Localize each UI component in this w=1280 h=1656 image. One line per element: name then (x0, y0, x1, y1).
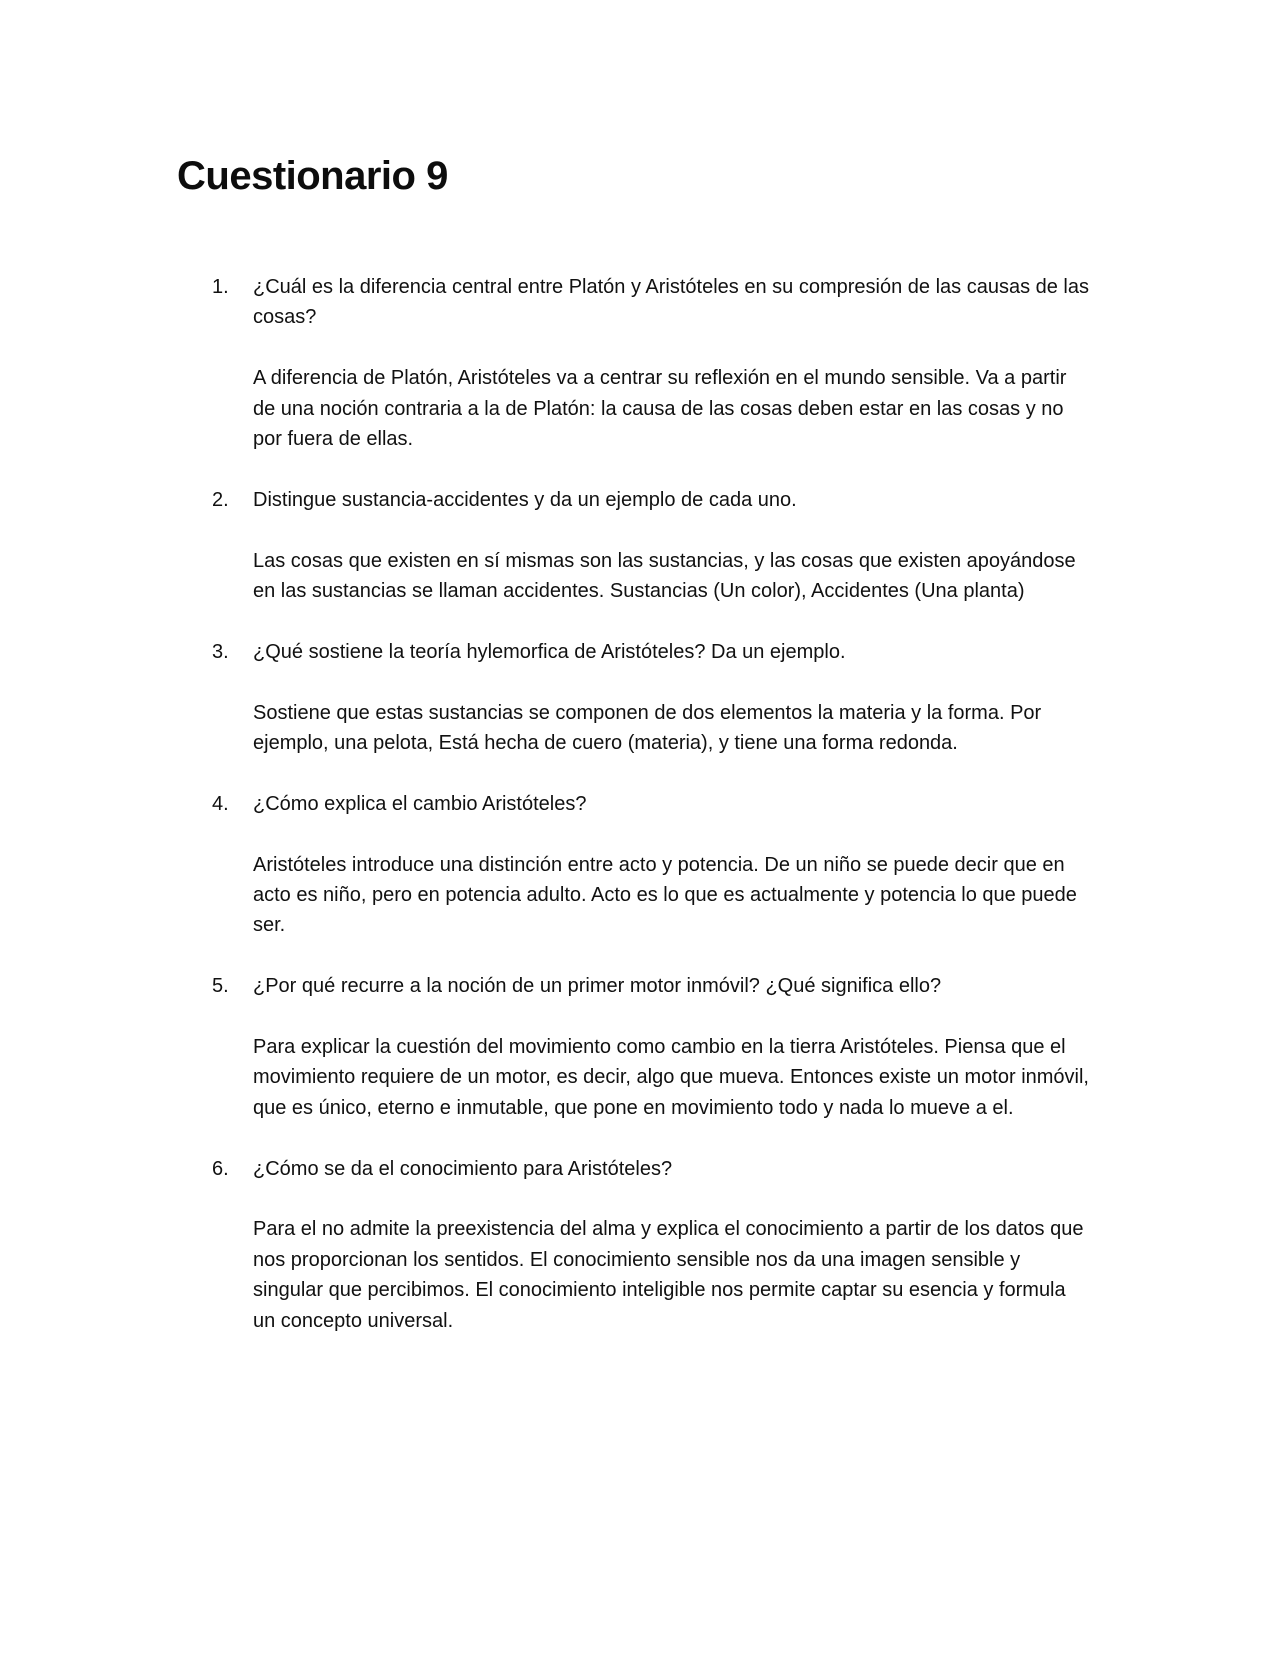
item-number: 2. (212, 488, 229, 511)
list-item (212, 971, 1092, 1123)
item-number: 3. (212, 640, 229, 663)
list-item (212, 272, 1092, 454)
question-text: ¿Cuál es la diferencia central entre Platón y Aristóteles en su compresión de las causas de las cosas? (253, 276, 1089, 329)
item-number: 6. (212, 1157, 229, 1180)
answer-text: Para el no admite la preexistencia del alma y explica el conocimiento a partir de los datos que nos proporcionan los sentidos. El conocimiento sensible nos da una imagen sensible y singular que percibimos. El conocimiento inteligible nos permite captar su esencia y formula un concepto universal. (253, 1218, 1084, 1332)
list-item (212, 637, 1092, 759)
question-text: ¿Cómo se da el conocimiento para Aristóteles? (253, 1157, 673, 1180)
item-number: 4. (212, 792, 229, 815)
question-text: Distingue sustancia-accidentes y da un ejemplo de cada uno. (253, 488, 797, 511)
question-list (212, 272, 1092, 1366)
question-text: ¿Por qué recurre a la noción de un primer motor inmóvil? ¿Qué significa ello? (253, 975, 942, 998)
question-text: ¿Cómo explica el cambio Aristóteles? (253, 792, 587, 815)
list-item (212, 1154, 1092, 1336)
answer-text: Las cosas que existen en sí mismas son las sustancias, y las cosas que existen apoyándose en las sustancias se llaman accidentes. Sustancias (Un color), Accidentes (Una planta) (253, 549, 1076, 603)
item-number: 5. (212, 975, 229, 998)
list-item (212, 485, 1092, 607)
item-number: 1. (212, 276, 229, 298)
list-item (212, 789, 1092, 941)
answer-text: A diferencia de Platón, Aristóteles va a centrar su reflexión en el mundo sensible. Va a partir de una noción contraria a la de Platón: la causa de las cosas deben estar en las cosas y no por fuera de ellas. (253, 367, 1067, 451)
answer-text: Aristóteles introduce una distinción entre acto y potencia. De un niño se puede decir que en acto es niño, pero en potencia adulto. Acto es lo que es actualmente y potencia lo que puede ser. (253, 853, 1077, 937)
question-text: ¿Qué sostiene la teoría hylemorfica de Aristóteles? Da un ejemplo. (253, 640, 846, 663)
answer-text: Para explicar la cuestión del movimiento como cambio en la tierra Aristóteles. Piensa que el movimiento requiere de un motor, es decir, algo que mueva. Entonces existe un motor inmóvil, que es único, eterno e inmutable, que pone en movimiento todo y nada lo mueve a el. (253, 1036, 1089, 1119)
page-title: Cuestionario 9 (177, 154, 448, 198)
answer-text: Sostiene que estas sustancias se componen de dos elementos la materia y la forma. Por ejemplo, una pelota, Está hecha de cuero (materia), y tiene una forma redonda. (253, 701, 1042, 755)
